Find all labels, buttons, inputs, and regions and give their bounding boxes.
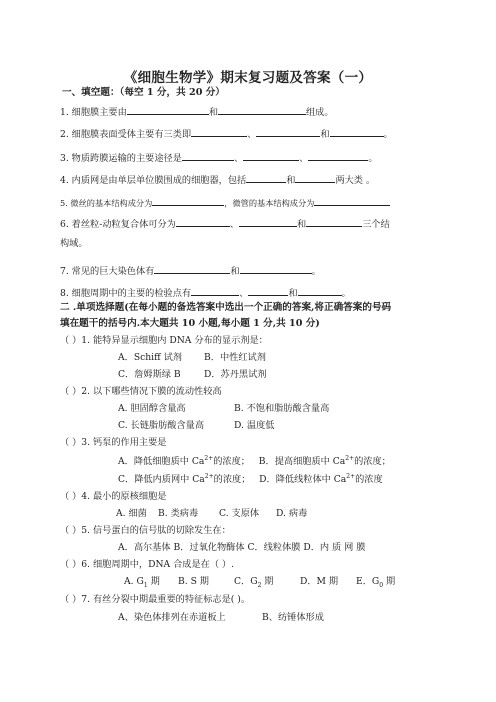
choice-1-option-a: A．Schiff 试剂 <box>118 352 182 363</box>
choice-6-option-b: B. S 期 <box>178 576 209 587</box>
answer-bracket: （ ） <box>60 525 82 536</box>
choice-question-5: （ ）5. 信号蛋白的信号肽的切除发生在： <box>60 525 231 536</box>
choice-question-7: （ ）7. 有丝分裂中期最重要的特征标志是( )。 <box>60 594 251 605</box>
choice-4-option-b: B. 类病毒 <box>158 508 199 519</box>
question-1-5: 5. 微丝的基本结构成分为 ，微管的基本结构成分为 <box>60 195 390 209</box>
choice-5-options: A．高尔基体 B．过氧化物酶体 C．线粒体膜 D．内 质 网 膜 <box>118 542 366 553</box>
choice-2-option-c: C. 长链脂肪酸含量高 <box>118 420 205 431</box>
question-1-6-continued: 构域。 <box>60 238 88 249</box>
choice-3-options-cd: C．降低内质网中 $Ca^{2+}$的浓度； D．降低线粒体中 $Ca^{2+}$的浓度 <box>118 472 383 485</box>
section-2-heading-line-2: 填在题干的括号内.本大题共 10 小题,每小题 1 分,共 10 分) <box>60 318 320 329</box>
choice-2-option-a: A. 胆固醇含量高 <box>118 403 186 414</box>
answer-bracket: （ ） <box>60 491 82 502</box>
choice-question-3: （ ）3. 钙泵的作用主要是 <box>60 437 167 448</box>
choice-6-option-c: C．$G_2$ 期 <box>234 576 274 589</box>
choice-4-option-c: C. 支原体 <box>219 508 260 519</box>
choice-1-option-b: B．中性红试剂 <box>204 352 266 363</box>
question-1-2: 2. 细胞膜表面受体主要有三类即 、 和 。 <box>60 126 393 141</box>
answer-bracket: （ ） <box>60 335 82 346</box>
question-1-6: 6. 着丝粒-动粒复合体可分为 、 和 三个结 <box>60 216 390 231</box>
choice-1-option-d: D．苏丹黑试剂 <box>204 369 267 380</box>
choice-question-1: （ ）1. 能特异显示细胞内 DNA 分布的显示剂是： <box>60 335 268 346</box>
choice-question-2: （ ）2. 以下哪些情况下膜的流动性较高 <box>60 386 222 397</box>
question-1-8: 8. 细胞周期中的主要的检验点有 、 和 。 <box>60 285 351 300</box>
answer-bracket: （ ） <box>60 559 82 570</box>
choice-6-option-a: A. $G_1$ 期 <box>124 576 160 589</box>
choice-4-option-d: D. 病毒 <box>276 508 308 519</box>
question-1-1: 1. 细胞膜主要由 和 组成。 <box>60 104 334 119</box>
section-1-heading: 一、填空题：（每空 1 分，共 20 分） <box>62 87 225 98</box>
choice-6-option-e: E．$G_0$ 期 <box>356 576 396 589</box>
answer-bracket: （ ） <box>60 386 82 397</box>
page-title: 《细胞生物学》期末复习题及答案（一） <box>123 70 373 86</box>
choice-2-option-b: B. 不饱和脂肪酸含量高 <box>234 403 330 414</box>
question-1-3: 3. 物质跨膜运输的主要途径是 、 、 。 <box>60 150 378 165</box>
answer-bracket: （ ） <box>60 594 82 605</box>
answer-bracket: （ ） <box>60 437 82 448</box>
question-1-7: 7. 常见的巨大染色体有 和 。 <box>60 263 321 278</box>
choice-3-options-ab: A．降低细胞质中 $Ca^{2+}$的浓度； B．提高细胞质中 $Ca^{2+}$的浓度； <box>118 454 391 467</box>
section-2-heading-line-1: 二 .单项选择题(在每小题的备选答案中选出一个正确的答案,将正确答案的号码 <box>60 302 392 313</box>
question-1-4: 4. 内质网是由单层单位膜围成的细胞器，包括 和 两大类 。 <box>60 172 375 187</box>
choice-2-option-d: D. 温度低 <box>234 420 275 431</box>
choice-7-option-b: B、纺锤体形成 <box>262 612 324 623</box>
choice-1-option-c: C．詹姆斯绿 B <box>118 369 181 380</box>
choice-6-option-d: D．M 期 <box>300 576 339 587</box>
choice-question-4: （ ）4. 最小的原核细胞是 <box>60 491 167 502</box>
choice-4-option-a: A. 细菌 <box>116 508 147 519</box>
choice-question-6: （ ）6. 细胞周期中，DNA 合成是在（ ）. <box>60 559 235 570</box>
choice-7-option-a: A、染色体排列在赤道板上 <box>118 612 226 623</box>
